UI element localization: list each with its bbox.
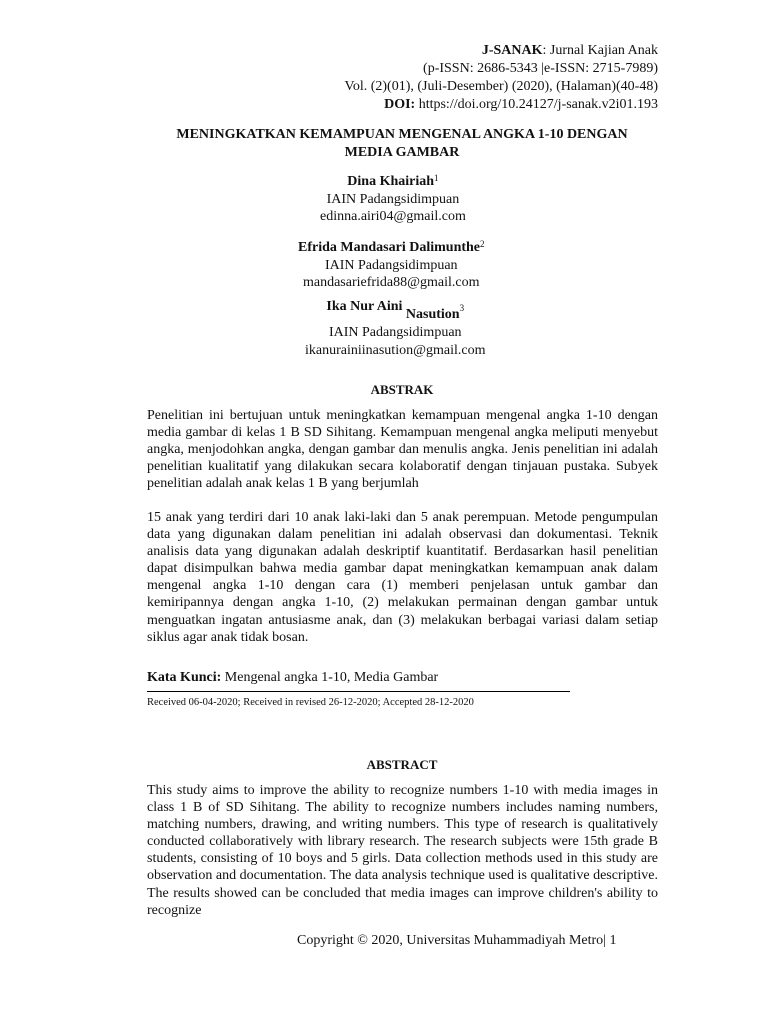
doi-label: DOI: xyxy=(384,97,416,112)
author-affiliation: IAIN Padangsidimpuan xyxy=(324,257,458,273)
author-affiliation: IAIN Padangsidimpuan xyxy=(326,191,460,207)
doi-line xyxy=(345,96,658,114)
abstract-paragraph: This study aims to improve the ability to recognize numbers 1-10 with media images in class 1 B of SD Sihitang. The ability to recognize numbers includes naming numbers, matching numbers, drawing, and writing numbers. This type of research is qualitatively conducted collaboratively with library research. The research subjects were 15th grade B students, consisting of 10 boys and 5 girls. Data collection methods used in this study are observation and documentation. The data analysis technique used is qualitative descriptive. The results showed can be concluded that media images can improve children's ability to recognize xyxy=(147,783,658,918)
copyright: Copyright © 2020, Universitas Muhammadiyah Metro xyxy=(297,933,604,948)
abstrak-heading: ABSTRAK xyxy=(370,382,434,397)
divider xyxy=(147,691,570,692)
author-2 xyxy=(298,239,485,292)
abstrak-paragraph-2: 15 anak yang terdiri dari 10 anak laki-laki dan 5 anak perempuan. Metode pengumpulan data yang digunakan dalam penelitian ini adalah observasi dan dokumentasi. Teknik analisis data yang digunakan adalah deskriptif kuantitatif. Berdasarkan hasil penelitian dapat disimpulkan bahwa media gambar dapat meningkatkan kemampuan anak dalam mengenal angka 1-10 dengan cara (1) memberi penjelasan untuk gambar dan kemiripannya dengan angka 1-10, (2) melakukan permainan dengan gambar untuk menguatkan ingatan antusiasme anak, dan (3) melakukan berbagai variasi dalam setiap siklus agar anak tidak bosan. xyxy=(147,510,658,645)
title-line-2: MEDIA GAMBAR xyxy=(344,145,460,160)
author-email[interactable]: mandasariefrida88@gmail.com xyxy=(302,275,480,290)
author-email[interactable]: edinna.airi04@gmail.com xyxy=(320,209,466,224)
author-name: Efrida Mandasari Dalimunthe xyxy=(298,240,481,255)
received-dates: Received 06-04-2020; Received in revised 26-12-2020; Accepted 28-12-2020 xyxy=(147,697,474,708)
issn-line: (p-ISSN: 2686-5343 |e-ISSN: 2715-7989) xyxy=(423,61,658,76)
author-email[interactable]: ikanurainiinasution@gmail.com xyxy=(305,342,486,358)
paper-title xyxy=(130,126,674,162)
author-affiliation: IAIN Padangsidimpuan xyxy=(328,325,462,340)
journal-name: J-SANAK xyxy=(481,43,543,58)
volume-line: Vol. (2)(01), (Juli-Desember) (2020), (Halaman)(40-48) xyxy=(344,79,658,94)
doi-link[interactable]: https://doi.org/10.24127/j-sanak.v2i01.193 xyxy=(415,97,658,112)
author-3 xyxy=(305,298,485,359)
author-superscript: 3 xyxy=(459,303,465,313)
journal-header xyxy=(345,42,658,114)
author-superscript: 2 xyxy=(480,239,485,249)
title-line-1: MENINGKATKAN KEMAMPUAN MENGENAL ANGKA 1-10 DENGAN xyxy=(176,127,628,142)
author-name: Dina Khairiah xyxy=(347,174,435,189)
author-name-part2: Nasution xyxy=(405,307,460,322)
keywords-label: Kata Kunci: xyxy=(147,670,222,685)
abstract-heading: ABSTRACT xyxy=(366,757,438,772)
keywords-value: Mengenal angka 1-10, Media Gambar xyxy=(221,670,439,685)
journal-subtitle: : Jurnal Kajian Anak xyxy=(542,43,658,58)
abstrak-paragraph-1: Penelitian ini bertujuan untuk meningkatkan kemampuan mengenal angka 1-10 dengan media gambar di kelas 1 B SD Sihitang. Kemampuan mengenal angka meliputi menyebut angka, menjodohkan angka, dengan gambar dan menulis angka. Jenis penelitian ini adalah penelitian kualitatif yang dilakukan secara kolaboratif dengan tinjauan pustaka. Subyek penelitian adalah anak kelas 1 B yang berjumlah xyxy=(147,408,658,492)
author-superscript: 1 xyxy=(434,173,439,183)
page-footer xyxy=(297,933,616,949)
keywords xyxy=(147,670,438,686)
author-name-part1: Ika Nur Aini xyxy=(326,299,403,314)
journal-title-line xyxy=(345,42,658,60)
page-number: | 1 xyxy=(603,933,617,948)
author-1 xyxy=(320,173,466,226)
